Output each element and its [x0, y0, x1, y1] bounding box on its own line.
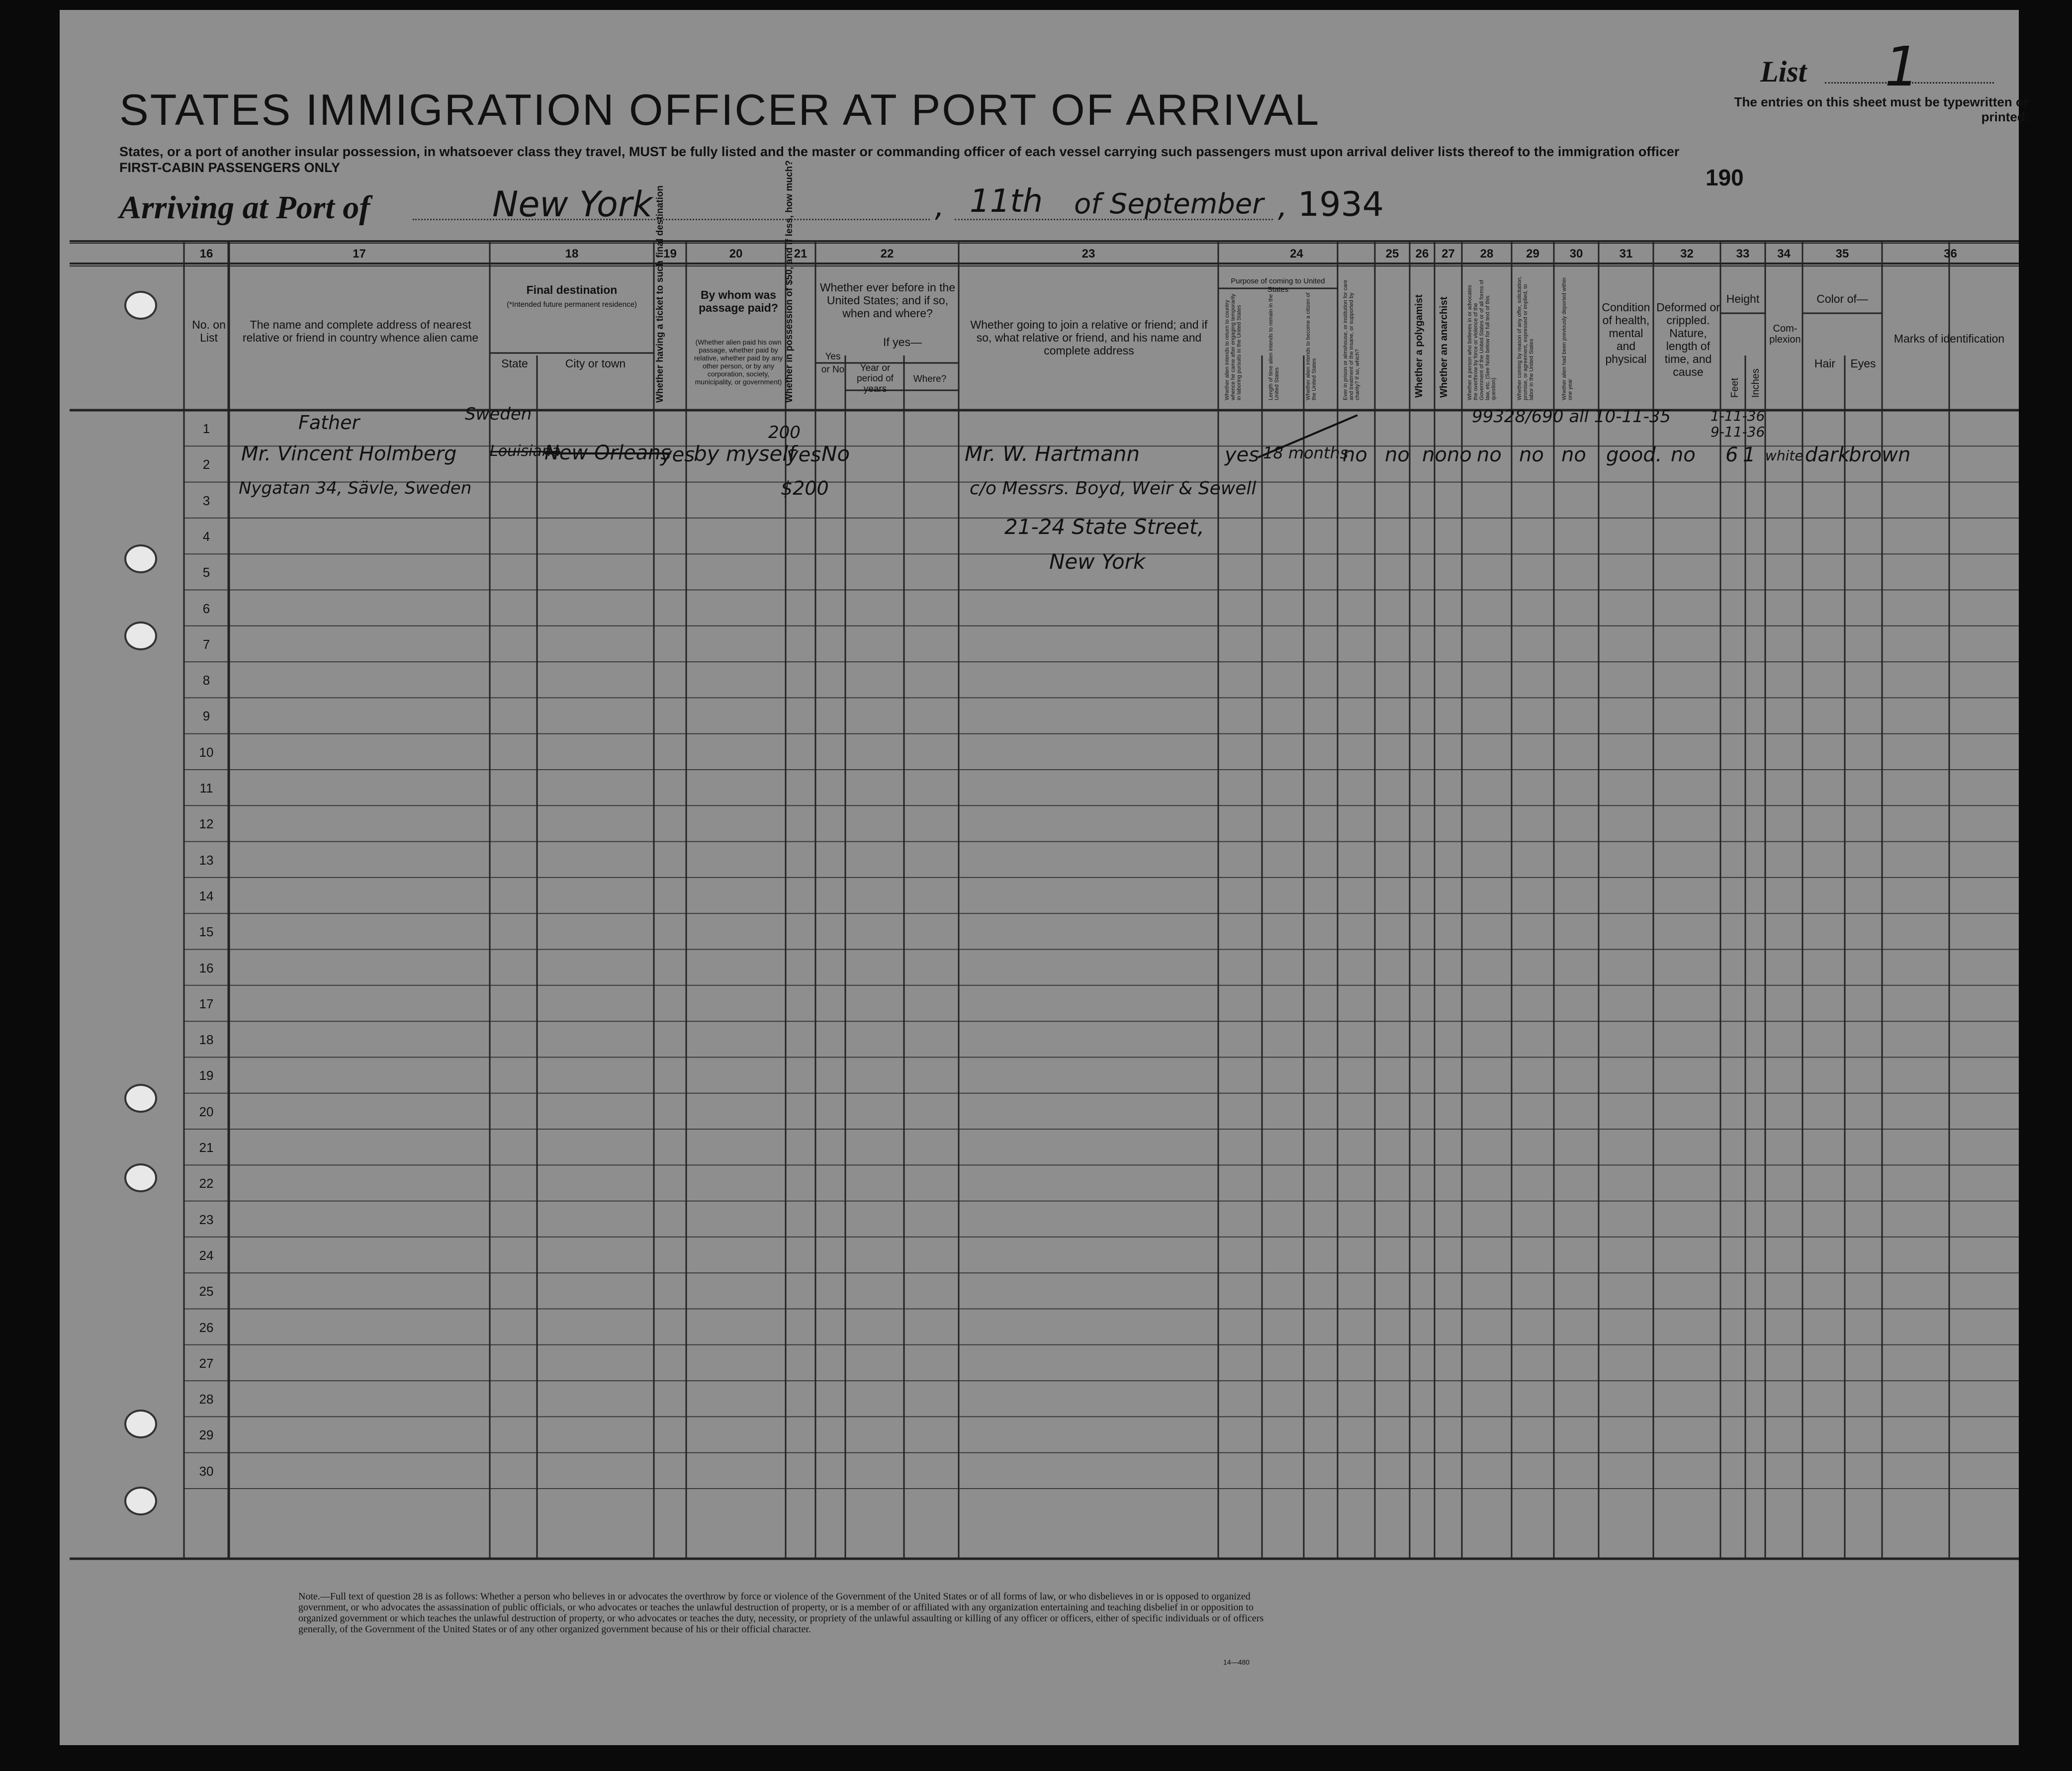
entry-relative-name: Mr. Vincent Holmberg: [241, 443, 457, 465]
column-number: 33: [1736, 247, 1750, 261]
row-number: 11: [199, 781, 213, 796]
entry-prison: no: [1385, 443, 1410, 466]
row-number: 9: [202, 708, 210, 724]
punch-hole: [124, 1487, 157, 1515]
entry-relation: Father: [298, 412, 360, 434]
entry-state-correction: Sweden: [465, 404, 532, 424]
header-q28: Whether a person who believes in or advocates the overthrow by force or violence of the Government of the United States or of all forms of law, etc. (See Note below for full text of this question): [1467, 279, 1497, 400]
header-purpose: Purpose of coming to United States: [1231, 277, 1325, 294]
row-number: 10: [199, 744, 214, 760]
column-number: 31: [1619, 247, 1633, 261]
punch-hole: [124, 1410, 157, 1438]
header-polygamist: Whether a polygamist: [1414, 294, 1425, 398]
column-number: 30: [1569, 247, 1583, 261]
comma: ,: [935, 189, 945, 224]
header-feet: Feet: [1729, 377, 1740, 398]
header-final-destination: Final destination: [526, 283, 618, 296]
row-number: 18: [199, 1032, 214, 1048]
entry-deformed: no: [1671, 443, 1696, 466]
header-yes-or-no: Yes or No: [821, 352, 845, 375]
year-value: 1934: [1298, 185, 1384, 224]
column-number: 18: [565, 247, 579, 261]
row-number: 8: [202, 673, 210, 688]
column-number: 16: [199, 247, 213, 261]
header-nearest-relative: The name and complete address of nearest relative or friend in country whence alien came: [242, 318, 479, 344]
row-number: 30: [199, 1463, 214, 1479]
footer-note: Note.—Full text of question 28 is as follows: Whether a person who believes in or advocates the overthrow by force or violence of the Government of the United States or of all forms of law, or who disbelieves in or is opposed to organized government, or who advocates the assassination of public officials, or who advocates or teaches the unlawful destruction of property, or is a member of or affiliated with any organization entertaining and teaching disbelief in or opposition to organized government or which teaches the unlawful destruction of property, or who advocates or teaches the duty, necessity, or propriety of the unlawful assaulting or killing of any officer or officers, either of specific individuals or of officers generally, of the Government of the United States or of any other organized government because of his or their official character.: [298, 1591, 1264, 1635]
row-number: 24: [199, 1247, 214, 1263]
header-deformed: Deformed or crippled. Nature, length of time, and cause: [1656, 301, 1720, 378]
column-number: 34: [1777, 247, 1791, 261]
header-q30: Whether alien had been previously deported within one year: [1561, 277, 1573, 400]
column-number: 25: [1385, 247, 1399, 261]
page-number: 190: [1706, 165, 1744, 190]
row-number: 25: [199, 1284, 214, 1299]
header-where: Where?: [913, 374, 947, 384]
row-number: 14: [199, 888, 214, 903]
entry-annotation-date2: 9-11-36: [1711, 424, 1765, 440]
header-purpose-length: Length of time alien intends to remain in the United States: [1268, 294, 1280, 400]
row-number: 21: [199, 1140, 214, 1155]
month-value: of September: [1074, 188, 1264, 220]
header-joining: Whether going to join a relative or friend; and if so, what relative or friend, and his name and complete address: [970, 318, 1208, 357]
header-anarchist: Whether an anarchist: [1439, 296, 1449, 398]
row-number: 27: [199, 1355, 214, 1371]
header-condition: Condition of health, mental and physical: [1602, 301, 1650, 365]
entry-condition: good.: [1606, 443, 1662, 466]
column-number: 27: [1441, 247, 1455, 261]
row-number: 16: [199, 960, 214, 975]
punch-hole: [124, 544, 157, 573]
entry-inches: 1: [1743, 443, 1756, 466]
entry-joining-name: Mr. W. Hartmann: [965, 442, 1140, 466]
header-marks: Marks of identification: [1893, 332, 2005, 345]
punch-hole: [124, 1163, 157, 1192]
row-number: 5: [202, 565, 210, 580]
header-purpose-return: Whether alien intends to return to country whence he came after engaging temporarily in laboring pursuits in the United States: [1224, 293, 1242, 400]
entry-possession-yes: yes: [787, 443, 821, 466]
entry-ever-before: No: [821, 442, 850, 466]
column-number: 32: [1680, 247, 1694, 261]
entry-joining-line3: 21-24 State Street,: [1004, 515, 1204, 539]
row-number: 19: [199, 1068, 214, 1083]
punch-hole: [124, 291, 157, 320]
row-number: 23: [199, 1212, 214, 1227]
row-number: 28: [199, 1392, 214, 1407]
row-number: 1: [202, 421, 210, 436]
row-number: 2: [202, 457, 210, 472]
entry-return: yes: [1225, 443, 1260, 466]
list-label: List: [1760, 55, 1807, 88]
row-number: 3: [202, 493, 210, 508]
row-number: 26: [199, 1320, 214, 1335]
column-number: 35: [1835, 247, 1849, 261]
comma: ,: [1278, 189, 1288, 224]
entry-state-struck: Louisiana: [490, 443, 561, 460]
page-title: STATES IMMIGRATION OFFICER AT PORT OF ARRIVAL: [119, 85, 1321, 134]
column-number: 28: [1480, 247, 1494, 261]
entry-possession-amount: 200: [768, 423, 801, 443]
column-number: 29: [1526, 247, 1539, 261]
row-number: 7: [202, 636, 210, 652]
list-number: 1: [1885, 35, 1919, 98]
column-number: 23: [1081, 247, 1095, 261]
header-no-on-list: No. on List: [192, 318, 226, 344]
entry-anarchist: no: [1447, 443, 1472, 466]
column-number: 19: [663, 247, 677, 261]
header-possession: Whether in possession of $50, and if less, how much?: [784, 160, 795, 403]
slash-mark: [1253, 408, 1362, 462]
column-number: 22: [880, 247, 894, 261]
punch-hole: [124, 1084, 157, 1113]
column-number: 26: [1415, 247, 1429, 261]
entry-polygamist: no: [1422, 443, 1447, 466]
header-ticket: Whether having a ticket to such final destination: [655, 185, 665, 403]
entry-annotation-date1: 1-11-36: [1711, 408, 1765, 424]
header-if-yes: If yes—: [883, 336, 922, 349]
header-q29: Whether coming by reason of any offer, solicitation, promise, or agreement, expressed or implied, to labor in the United States: [1517, 276, 1534, 400]
entry-paid-by: by myself: [694, 442, 796, 466]
entry-eyes: brown: [1849, 443, 1911, 466]
row-number: 12: [199, 816, 214, 832]
header-inches: Inches: [1750, 368, 1761, 398]
row-number: 20: [199, 1104, 214, 1119]
port-line: [413, 219, 930, 220]
header-ever-before: Whether ever before in the United States; and if so, when and where?: [819, 281, 956, 320]
header-purpose-citizen: Whether alien intends to become a citizen of the United States: [1305, 292, 1317, 400]
typewritten-instruction: The entries on this sheet must be typewritten or printed.: [1734, 94, 2029, 124]
entry-annotation-file: 99328/690 all 10-11-35: [1472, 407, 1671, 427]
column-number: 17: [353, 247, 366, 261]
header-city: City or town: [565, 357, 626, 370]
row-number: 22: [199, 1176, 214, 1191]
column-number: 24: [1290, 247, 1303, 261]
entry-q29: no: [1519, 443, 1544, 466]
port-value: New York: [492, 184, 653, 225]
row-number: 6: [202, 601, 210, 616]
form-id: 14—480: [1223, 1658, 1250, 1666]
header-year-period: Year or period of years: [857, 363, 894, 394]
entry-city: New Orleans: [544, 442, 671, 464]
header-complexion: Com-plexion: [1769, 323, 1801, 345]
row-number: 15: [199, 924, 214, 940]
column-number: 36: [1944, 247, 1957, 261]
entry-ticket: yes: [660, 443, 695, 466]
entry-length: 18 months: [1263, 443, 1349, 462]
entry-q30: no: [1561, 443, 1586, 466]
row-number: 17: [199, 996, 214, 1011]
entry-possession-dollars: $200: [781, 477, 829, 499]
column-number: 20: [729, 247, 743, 261]
header-color-of: Color of—: [1816, 292, 1868, 305]
entry-hair: dark: [1805, 443, 1850, 466]
header-final-destination-note: (*Intended future permanent residence): [507, 300, 637, 309]
row-number: 13: [199, 852, 214, 868]
header-hair: Hair: [1814, 357, 1836, 370]
entry-complexion: white: [1765, 447, 1803, 464]
entry-citizen: no: [1343, 443, 1367, 466]
header-paid-by-note: (Whether alien paid his own passage, whether paid by relative, whether paid by any other person, or by any corporation, society, municipality, or government): [694, 338, 783, 386]
entry-q28: no: [1477, 443, 1502, 466]
header-state: State: [501, 357, 528, 370]
row-number: 29: [199, 1427, 214, 1443]
entry-relative-address: Nygatan 34, Sävle, Sweden: [239, 478, 472, 498]
day-value: 11th: [970, 183, 1043, 220]
header-eyes: Eyes: [1850, 357, 1876, 370]
legal-text: States, or a port of another insular possession, in whatsoever class they travel, MUST be fully listed and the master or commanding officer of each vessel carrying such passengers must upon arrival deliver lists thereof to the immigration officer: [119, 144, 1680, 159]
entry-joining-line4: New York: [1049, 549, 1146, 574]
header-paid-by: By whom was passage paid?: [699, 288, 778, 314]
column-number: 21: [794, 247, 808, 261]
row-number: 4: [202, 529, 210, 544]
punch-hole: [124, 621, 157, 650]
cabin-class-label: FIRST-CABIN PASSENGERS ONLY: [119, 160, 341, 175]
arriving-label: Arriving at Port of: [119, 189, 370, 226]
entry-joining-line2: c/o Messrs. Boyd, Weir & Sewell: [970, 478, 1257, 499]
entry-feet: 6: [1725, 443, 1738, 466]
header-height: Height: [1726, 292, 1760, 305]
header-prison: Ever in prison or almshouse, or institution for care and treatment of the insane, or supported by charity? If so, which?: [1343, 279, 1360, 400]
